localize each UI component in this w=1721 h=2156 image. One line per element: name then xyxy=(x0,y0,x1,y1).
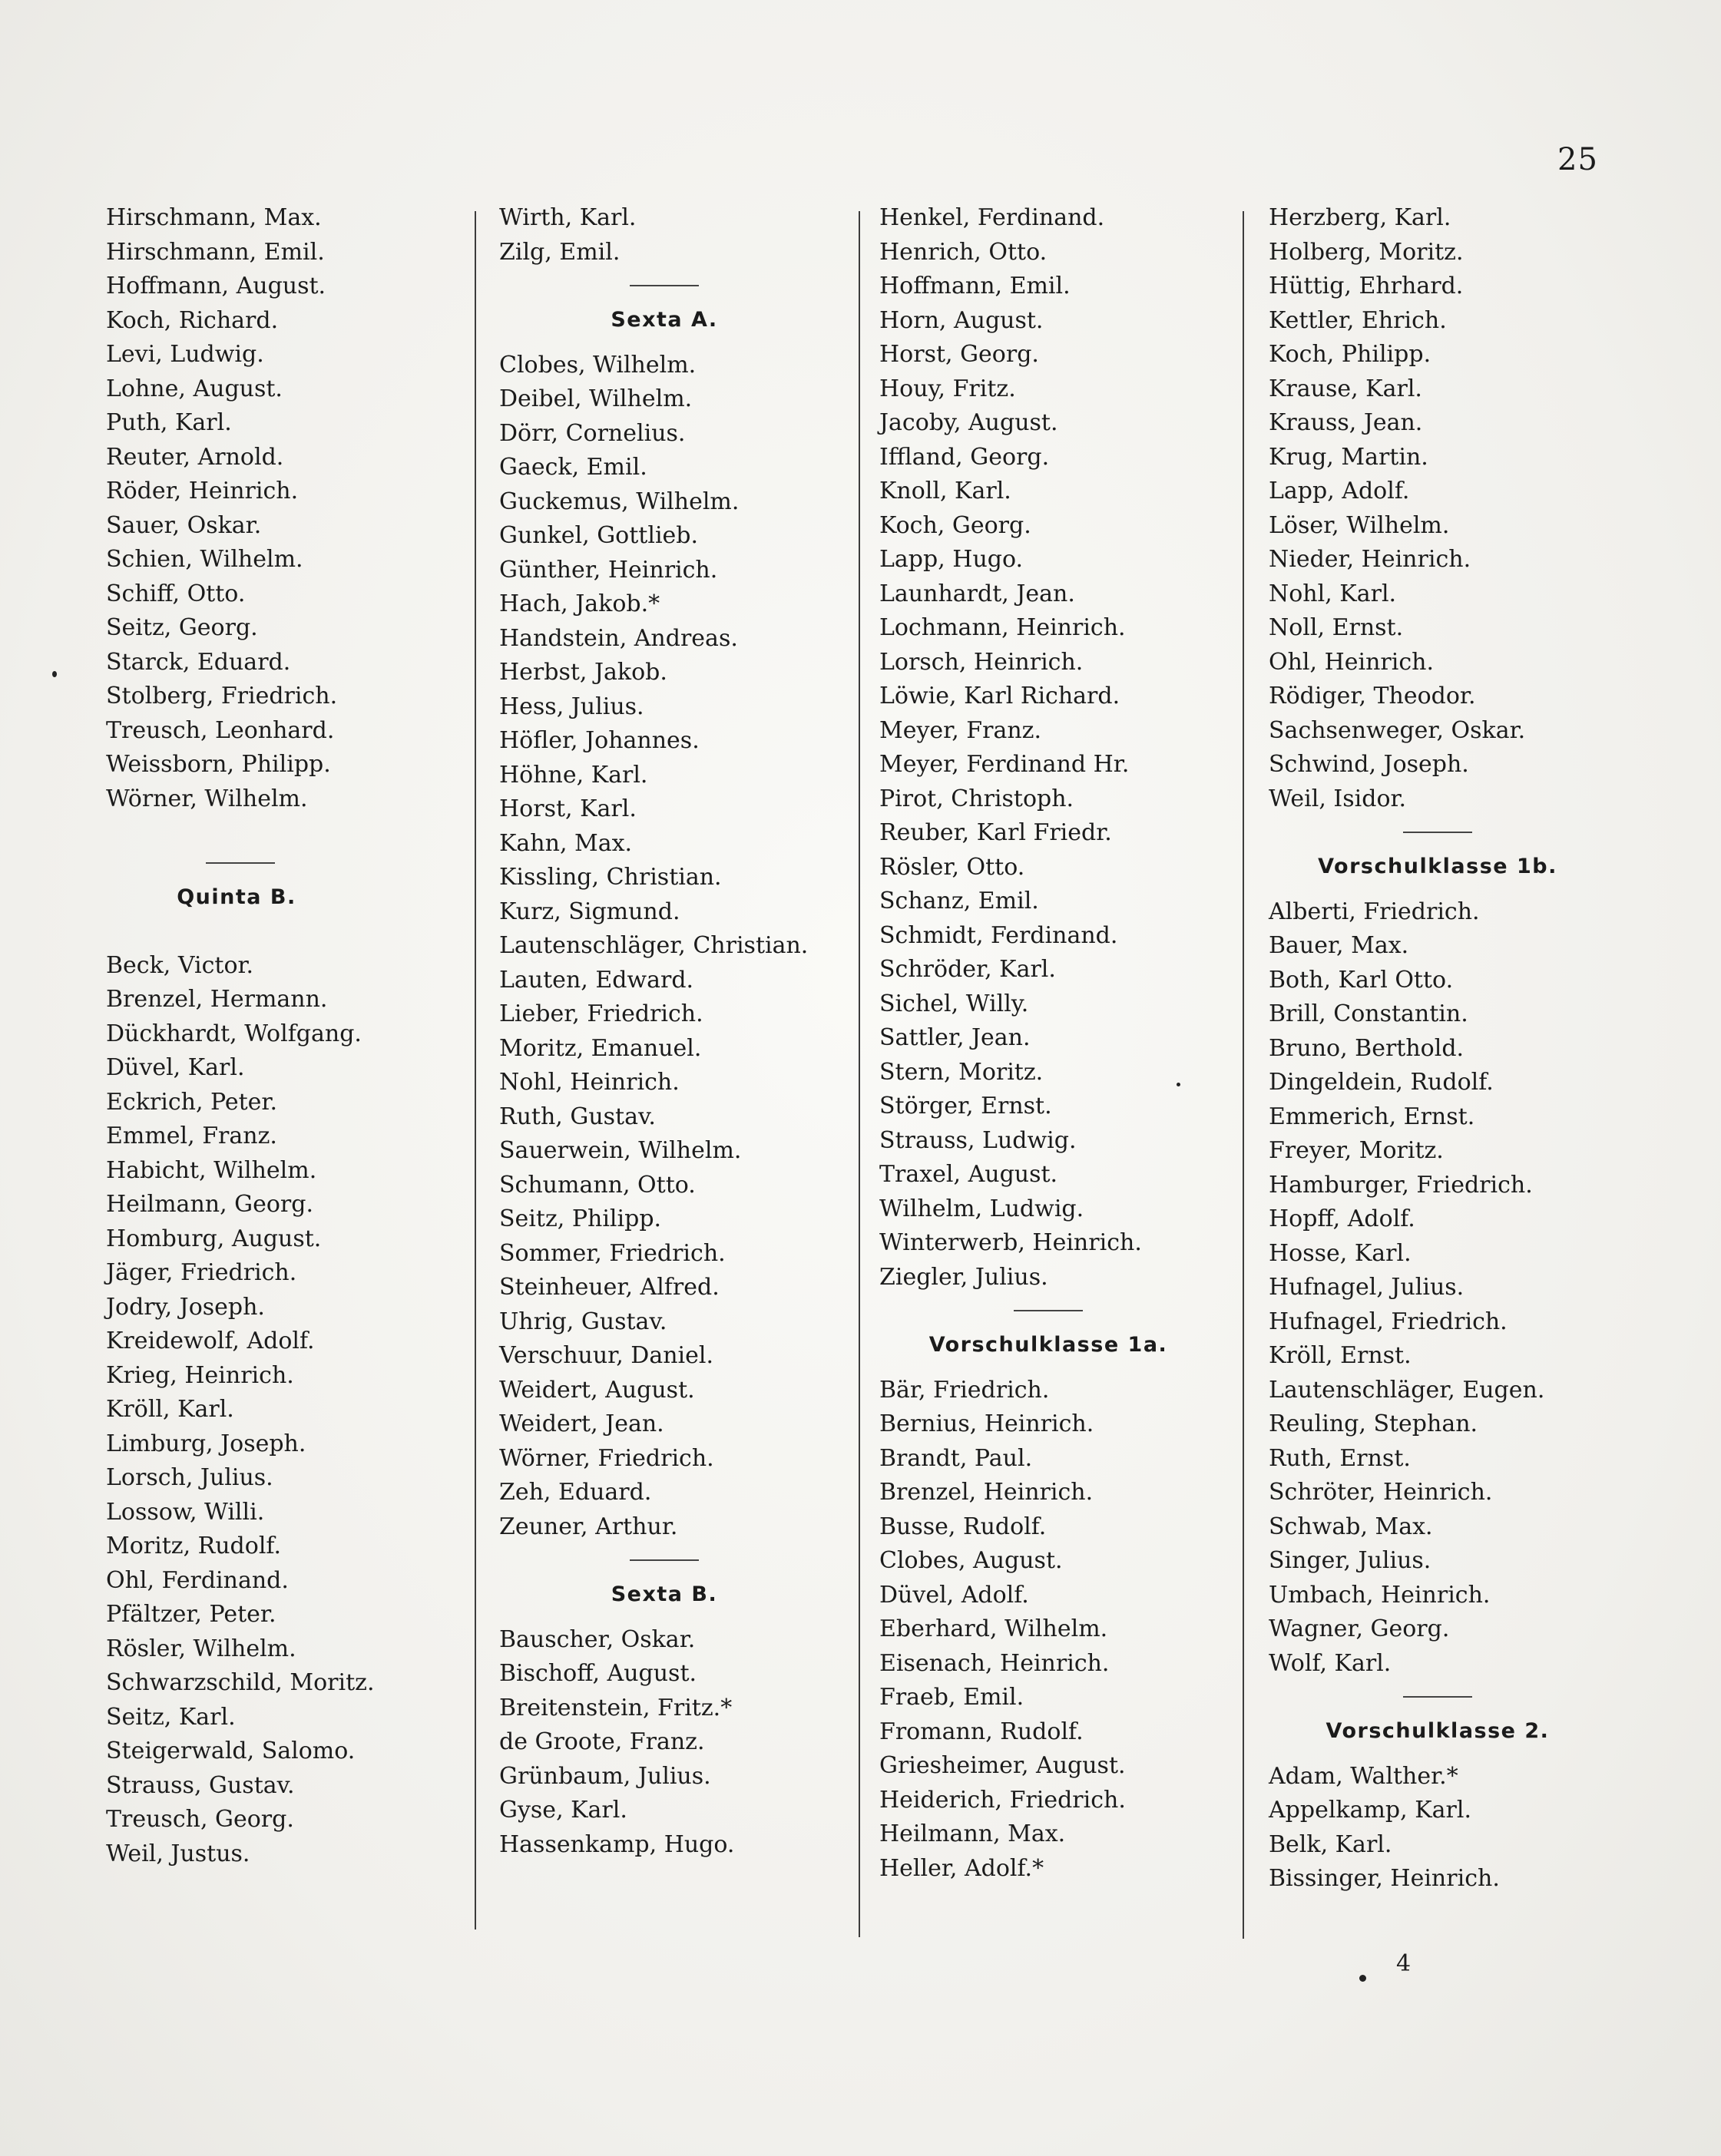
student-name: Sattler, Jean. xyxy=(879,1024,1031,1051)
student-name: Strauss, Gustav. xyxy=(106,1771,295,1799)
student-name: Brandt, Paul. xyxy=(879,1444,1033,1472)
student-name: Höhne, Karl. xyxy=(499,761,648,789)
student-name: Wörner, Friedrich. xyxy=(499,1444,714,1472)
student-name: Holberg, Moritz. xyxy=(1269,238,1464,266)
student-name: Weidert, Jean. xyxy=(499,1410,664,1437)
student-name: Emmel, Franz. xyxy=(106,1123,277,1149)
student-name: Dückhardt, Wolfgang. xyxy=(106,1020,362,1047)
student-name: Moritz, Emanuel. xyxy=(499,1034,702,1062)
student-name: Ziegler, Julius. xyxy=(879,1263,1048,1291)
student-name: Clobes, Wilhelm. xyxy=(499,351,697,379)
student-name: Schwarzschild, Moritz. xyxy=(106,1669,375,1696)
student-name: Guckemus, Wilhelm. xyxy=(499,488,740,515)
student-name: Hosse, Karl. xyxy=(1269,1239,1412,1267)
student-name: Krug, Martin. xyxy=(1269,443,1428,471)
student-name: Störger, Ernst. xyxy=(879,1093,1052,1119)
student-name: Griesheimer, August. xyxy=(879,1752,1126,1779)
student-name: Lohne, August. xyxy=(106,375,283,402)
student-name: Jacoby, August. xyxy=(879,409,1058,436)
student-name: Krieg, Heinrich. xyxy=(106,1361,294,1389)
student-name: Weil, Isidor. xyxy=(1269,785,1407,812)
section-separator xyxy=(1403,1696,1472,1698)
student-name: Levi, Ludwig. xyxy=(106,341,264,368)
student-name: Günther, Heinrich. xyxy=(499,556,718,584)
student-name: Lorsch, Julius. xyxy=(106,1464,273,1491)
student-name: Schanz, Emil. xyxy=(879,888,1039,914)
student-name: Ohl, Heinrich. xyxy=(1269,648,1435,676)
student-name: Jodry, Joseph. xyxy=(106,1293,265,1321)
ink-speck xyxy=(1359,1975,1366,1982)
student-name: Fraeb, Emil. xyxy=(879,1684,1024,1711)
student-name: Schien, Wilhelm. xyxy=(106,546,303,573)
student-name: Belk, Karl. xyxy=(1269,1830,1392,1858)
student-name: Hamburger, Friedrich. xyxy=(1269,1171,1533,1199)
ink-speck xyxy=(1177,1083,1180,1086)
student-name: Fromann, Rudolf. xyxy=(879,1718,1084,1745)
student-name: Busse, Rudolf. xyxy=(879,1513,1047,1540)
column-4 xyxy=(1269,201,1607,1896)
student-name: Habicht, Wilhelm. xyxy=(106,1156,317,1184)
student-name: Seitz, Karl. xyxy=(106,1703,236,1731)
column-divider xyxy=(1243,211,1244,1939)
spacer xyxy=(499,1612,829,1623)
section-separator xyxy=(630,285,699,286)
student-name: Appelkamp, Karl. xyxy=(1269,1797,1471,1824)
student-name: Rösler, Otto. xyxy=(879,853,1025,881)
student-name: Ohl, Ferdinand. xyxy=(106,1566,289,1594)
student-name: Zeuner, Arthur. xyxy=(499,1513,678,1540)
student-name: Noll, Ernst. xyxy=(1269,614,1404,641)
student-name: Treusch, Leonhard. xyxy=(106,716,335,744)
student-name: Horn, August. xyxy=(879,306,1044,334)
student-name: Gunkel, Gottlieb. xyxy=(499,522,699,549)
student-name: Heilmann, Georg. xyxy=(106,1191,314,1218)
student-name: Steigerwald, Salomo. xyxy=(106,1738,356,1764)
student-name: Verschuur, Daniel. xyxy=(499,1342,714,1369)
student-name: Winterwerb, Heinrich. xyxy=(879,1229,1142,1256)
student-name: Limburg, Joseph. xyxy=(106,1430,306,1457)
student-name: Stolberg, Friedrich. xyxy=(106,683,338,709)
section-heading: Vorschulklasse 2. xyxy=(1326,1719,1550,1743)
column-3 xyxy=(879,201,1217,1886)
student-name: Sauerwein, Wilhelm. xyxy=(499,1137,742,1164)
student-name: Krause, Karl. xyxy=(1269,375,1422,402)
student-name: Schumann, Otto. xyxy=(499,1171,696,1199)
section-separator xyxy=(206,862,275,864)
student-name: Uhrig, Gustav. xyxy=(499,1308,667,1335)
student-name: Zilg, Emil. xyxy=(499,238,621,266)
student-name: Seitz, Philipp. xyxy=(499,1205,662,1232)
student-name: Deibel, Wilhelm. xyxy=(499,385,693,412)
student-name: Homburg, August. xyxy=(106,1225,322,1252)
student-name: Puth, Karl. xyxy=(106,409,232,436)
student-name: Nohl, Karl. xyxy=(1269,580,1397,607)
student-name: Lapp, Adolf. xyxy=(1269,478,1410,504)
student-name: Hüttig, Ehrhard. xyxy=(1269,273,1464,299)
section-heading: Vorschulklasse 1a. xyxy=(928,1333,1168,1357)
student-name: Wagner, Georg. xyxy=(1269,1615,1450,1642)
student-name: Nieder, Heinrich. xyxy=(1269,546,1471,573)
student-name: Moritz, Rudolf. xyxy=(106,1533,281,1559)
student-name: Henrich, Otto. xyxy=(879,238,1047,266)
student-name: Hassenkamp, Hugo. xyxy=(499,1830,735,1858)
student-name: Sichel, Willy. xyxy=(879,990,1029,1017)
student-name: Lapp, Hugo. xyxy=(879,546,1024,573)
student-name: Eisenach, Heinrich. xyxy=(879,1649,1110,1677)
student-name: Bär, Friedrich. xyxy=(879,1376,1050,1404)
student-name: Weil, Justus. xyxy=(106,1840,250,1867)
student-name: Herzberg, Karl. xyxy=(1269,204,1451,231)
student-name: Hufnagel, Friedrich. xyxy=(1269,1308,1508,1335)
column-divider xyxy=(859,211,860,1937)
student-name: Adam, Walther.* xyxy=(1269,1762,1458,1790)
student-name: Traxel, August. xyxy=(879,1161,1058,1188)
student-name: Schröder, Karl. xyxy=(879,956,1056,983)
student-name: Schmidt, Ferdinand. xyxy=(879,921,1118,949)
student-name: Handstein, Andreas. xyxy=(499,624,738,652)
student-name: Schröter, Heinrich. xyxy=(1269,1479,1493,1506)
student-name: Treusch, Georg. xyxy=(106,1806,294,1833)
student-name: Grünbaum, Julius. xyxy=(499,1762,711,1790)
student-name: Hirschmann, Max. xyxy=(106,204,322,231)
student-name: Kissling, Christian. xyxy=(499,864,722,891)
section-heading: Sexta A. xyxy=(611,308,718,332)
column-1 xyxy=(106,201,374,1871)
column-2 xyxy=(499,201,829,1862)
student-name: Düvel, Adolf. xyxy=(879,1581,1029,1609)
section-separator xyxy=(1403,832,1472,833)
student-name: Reuter, Arnold. xyxy=(106,443,284,471)
section-heading: Sexta B. xyxy=(611,1582,718,1606)
student-name: Henkel, Ferdinand. xyxy=(879,204,1105,231)
student-name: Hufnagel, Julius. xyxy=(1269,1274,1465,1301)
student-name: Nohl, Heinrich. xyxy=(499,1069,680,1096)
section-separator xyxy=(630,1559,699,1561)
student-name: Emmerich, Ernst. xyxy=(1269,1103,1475,1130)
student-name: Düvel, Karl. xyxy=(106,1054,245,1081)
student-name: Rösler, Wilhelm. xyxy=(106,1635,296,1662)
student-name: Lauten, Edward. xyxy=(499,966,694,994)
student-name: Breitenstein, Fritz.* xyxy=(499,1694,733,1721)
student-name: Lochmann, Heinrich. xyxy=(879,614,1126,641)
student-name: Dingeldein, Rudolf. xyxy=(1269,1069,1494,1096)
student-name: Heller, Adolf.* xyxy=(879,1854,1044,1882)
student-name: Beck, Victor. xyxy=(106,951,254,979)
student-name: de Groote, Franz. xyxy=(499,1728,705,1755)
student-name: Krauss, Jean. xyxy=(1269,409,1423,436)
student-name: Wolf, Karl. xyxy=(1269,1649,1392,1677)
spacer xyxy=(879,1363,1217,1374)
student-name: Clobes, August. xyxy=(879,1547,1063,1574)
student-name: Reuber, Karl Friedr. xyxy=(879,819,1112,846)
student-name: Launhardt, Jean. xyxy=(879,580,1075,607)
student-name: Sachsenweger, Oskar. xyxy=(1269,716,1526,744)
student-name: Kettler, Ehrich. xyxy=(1269,306,1447,334)
student-name: Kreidewolf, Adolf. xyxy=(106,1328,315,1354)
student-name: Herbst, Jakob. xyxy=(499,659,667,686)
student-name: Heiderich, Friedrich. xyxy=(879,1786,1126,1814)
student-name: Löser, Wilhelm. xyxy=(1269,511,1450,539)
student-name: Both, Karl Otto. xyxy=(1269,966,1454,994)
student-name: Starck, Eduard. xyxy=(106,648,291,676)
student-name: Kröll, Ernst. xyxy=(1269,1342,1412,1369)
student-name: Röder, Heinrich. xyxy=(106,478,299,504)
student-name: Knoll, Karl. xyxy=(879,478,1011,504)
student-name: Sommer, Friedrich. xyxy=(499,1239,726,1267)
student-name: Weissborn, Philipp. xyxy=(106,751,331,778)
student-name: Bernius, Heinrich. xyxy=(879,1410,1094,1437)
student-name: Bauscher, Oskar. xyxy=(499,1625,696,1653)
student-name: Hirschmann, Emil. xyxy=(106,238,325,266)
student-name: Weidert, August. xyxy=(499,1376,695,1404)
student-name: Alberti, Friedrich. xyxy=(1269,898,1480,925)
student-name: Brill, Constantin. xyxy=(1269,1000,1468,1027)
section-separator xyxy=(1014,1310,1083,1311)
student-name: Lossow, Willi. xyxy=(106,1498,265,1526)
page-number: 25 xyxy=(1557,142,1598,177)
spacer xyxy=(499,338,829,349)
student-name: Hoffmann, August. xyxy=(106,273,326,299)
student-name: Stern, Moritz. xyxy=(879,1058,1044,1086)
student-name: Dörr, Cornelius. xyxy=(499,419,686,447)
student-name: Gaeck, Emil. xyxy=(499,454,647,481)
student-name: Hoffmann, Emil. xyxy=(879,273,1071,299)
student-name: Eckrich, Peter. xyxy=(106,1088,277,1116)
student-name: Hess, Julius. xyxy=(499,693,644,720)
student-name: Bischoff, August. xyxy=(499,1660,697,1687)
student-name: Brenzel, Hermann. xyxy=(106,986,328,1013)
student-name: Pfältzer, Peter. xyxy=(106,1601,276,1628)
student-name: Reuling, Stephan. xyxy=(1269,1410,1478,1437)
student-name: Horst, Georg. xyxy=(879,341,1039,368)
student-name: Hach, Jakob.* xyxy=(499,590,660,617)
spacer xyxy=(1269,885,1607,895)
student-name: Bissinger, Heinrich. xyxy=(1269,1865,1500,1892)
student-name: Horst, Karl. xyxy=(499,795,637,822)
student-name: Kurz, Sigmund. xyxy=(499,898,680,925)
student-name: Steinheuer, Alfred. xyxy=(499,1274,720,1301)
student-name: Iffland, Georg. xyxy=(879,443,1050,471)
student-name: Lieber, Friedrich. xyxy=(499,1000,703,1027)
student-name: Hopff, Adolf. xyxy=(1269,1205,1415,1232)
student-name: Jäger, Friedrich. xyxy=(106,1259,297,1286)
student-name: Wörner, Wilhelm. xyxy=(106,785,308,812)
student-name: Sauer, Oskar. xyxy=(106,511,262,539)
student-name: Schwab, Max. xyxy=(1269,1513,1433,1540)
student-name: Umbach, Heinrich. xyxy=(1269,1581,1491,1609)
student-name: Schwind, Joseph. xyxy=(1269,751,1469,778)
student-name: Brenzel, Heinrich. xyxy=(879,1479,1094,1506)
spacer xyxy=(106,915,374,949)
student-name: Lautenschläger, Christian. xyxy=(499,932,809,959)
student-name: Höfler, Johannes. xyxy=(499,727,700,754)
student-name: Schiff, Otto. xyxy=(106,580,246,607)
student-name: Bauer, Max. xyxy=(1269,932,1409,959)
student-name: Gyse, Karl. xyxy=(499,1797,627,1824)
student-name: Kahn, Max. xyxy=(499,829,633,857)
section-heading: Quinta B. xyxy=(177,885,296,909)
student-name: Ruth, Ernst. xyxy=(1269,1444,1411,1472)
student-name: Lorsch, Heinrich. xyxy=(879,648,1084,676)
student-name: Ruth, Gustav. xyxy=(499,1103,656,1130)
student-name: Zeh, Eduard. xyxy=(499,1479,652,1506)
student-name: Eberhard, Wilhelm. xyxy=(879,1615,1108,1642)
student-name: Löwie, Karl Richard. xyxy=(879,683,1120,709)
student-name: Lautenschläger, Eugen. xyxy=(1269,1376,1545,1404)
student-name: Koch, Georg. xyxy=(879,511,1031,539)
student-name: Koch, Richard. xyxy=(106,306,279,334)
student-name: Wirth, Karl. xyxy=(499,204,637,231)
student-name: Heilmann, Max. xyxy=(879,1820,1066,1847)
column-divider xyxy=(475,211,476,1929)
student-name: Houy, Fritz. xyxy=(879,375,1016,402)
section-heading: Vorschulklasse 1b. xyxy=(1318,855,1557,878)
student-name: Meyer, Ferdinand Hr. xyxy=(879,751,1130,778)
student-name: Strauss, Ludwig. xyxy=(879,1126,1077,1154)
student-name: Wilhelm, Ludwig. xyxy=(879,1195,1084,1222)
student-name: Meyer, Franz. xyxy=(879,716,1041,744)
student-name: Rödiger, Theodor. xyxy=(1269,683,1476,709)
student-name: Kröll, Karl. xyxy=(106,1396,234,1423)
ink-speck xyxy=(52,671,57,677)
spacer xyxy=(1269,1749,1607,1760)
student-name: Pirot, Christoph. xyxy=(879,785,1074,812)
student-name: Bruno, Berthold. xyxy=(1269,1034,1465,1062)
student-name: Singer, Julius. xyxy=(1269,1547,1431,1574)
student-name: Seitz, Georg. xyxy=(106,614,258,641)
student-name: Freyer, Moritz. xyxy=(1269,1137,1444,1164)
student-name: Koch, Philipp. xyxy=(1269,341,1431,368)
signature-mark: 4 xyxy=(1396,1950,1412,1977)
